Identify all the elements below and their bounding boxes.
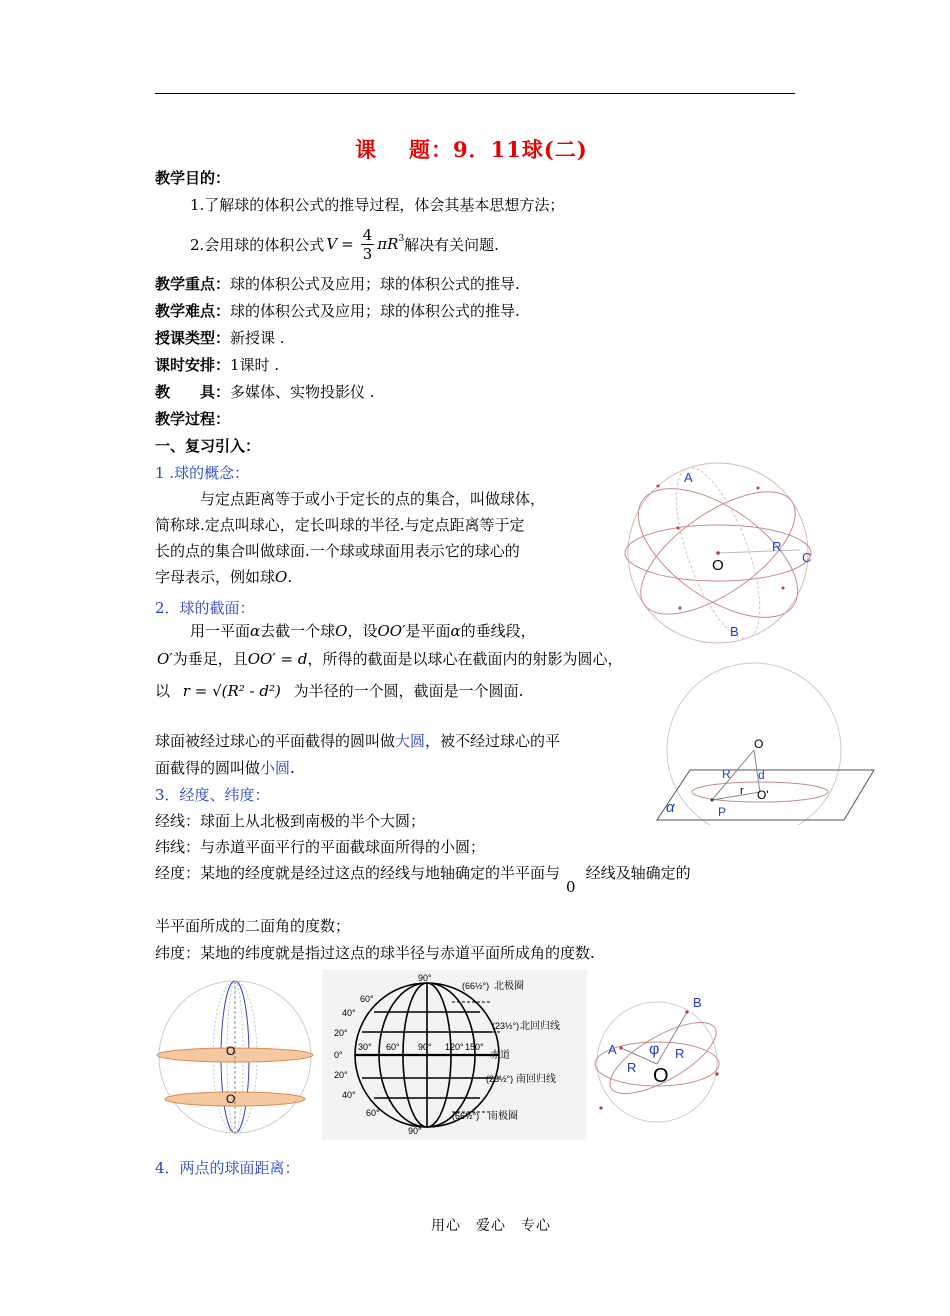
objectives-heading: 教学目的： bbox=[155, 169, 231, 187]
objective-1: 1.了解球的体积公式的推导过程，体会其基本思想方法； bbox=[190, 196, 565, 214]
parallel-def: 纬线：与赤道平面平行的平面截球面所得的小圆； bbox=[155, 838, 486, 856]
concept-line-3: 长的点的集合叫做球面.一个球或球面用表示它的球心的 bbox=[155, 542, 520, 560]
svg-text:90°: 90° bbox=[418, 1042, 432, 1052]
svg-text:(66½°): (66½°) bbox=[462, 981, 490, 991]
label-a: A bbox=[684, 470, 693, 485]
svg-text:(66½°): (66½°) bbox=[452, 1111, 480, 1121]
page-footer: 用心 爱心 专心 bbox=[431, 1218, 551, 1234]
difficulties: 教学难点：球的体积公式及应用；球的体积公式的推导. bbox=[155, 302, 520, 320]
svg-text:60°: 60° bbox=[386, 1042, 400, 1052]
label-r-big: R bbox=[722, 767, 731, 781]
label-alpha: α bbox=[666, 799, 675, 816]
label-o-prime: O' bbox=[757, 788, 769, 802]
label-o-upper: O bbox=[226, 1044, 236, 1058]
label-b: B bbox=[730, 624, 739, 639]
svg-text:90°: 90° bbox=[408, 1126, 422, 1136]
header-rule bbox=[155, 93, 795, 94]
label-o-lower: O bbox=[226, 1092, 236, 1106]
objective-2: 2.会用球的体积公式 V = $\frac{4}{3}$ πR $^3$ 解决有关问题. bbox=[190, 225, 499, 263]
svg-text:北回归线: 北回归线 bbox=[520, 1021, 560, 1032]
meridian-def: 经线：球面上从北极到南极的半个大圆； bbox=[155, 812, 426, 830]
label-p: P bbox=[718, 805, 727, 819]
small-circle-line: 面截得的圆叫做小圆. bbox=[155, 759, 295, 777]
formula-fraction: $\frac{4}{3}$ bbox=[362, 225, 373, 263]
label-b: B bbox=[693, 995, 702, 1010]
process-heading: 教学过程： bbox=[155, 410, 231, 428]
svg-text:40°: 40° bbox=[342, 1008, 356, 1018]
globe-figure bbox=[322, 970, 587, 1140]
svg-text:150°: 150° bbox=[465, 1042, 484, 1052]
concept-line-4: 字母表示，例如球O. bbox=[155, 568, 293, 586]
svg-text:北极圈: 北极圈 bbox=[494, 981, 524, 992]
svg-text:南回归线: 南回归线 bbox=[516, 1074, 556, 1085]
svg-text:南极圈: 南极圈 bbox=[488, 1111, 518, 1122]
concept-heading: 1 .球的概念： bbox=[155, 464, 250, 482]
label-o: O bbox=[653, 1065, 669, 1087]
label-r-1: R bbox=[675, 1046, 685, 1061]
label-o: O bbox=[754, 737, 764, 751]
lat-long-heading: 3．经度、纬度： bbox=[155, 786, 270, 804]
great-circle-line: 球面被经过球心的平面截得的圆叫做大圆，被不经过球心的平 bbox=[155, 732, 561, 750]
section-cut-heading: 2．球的截面： bbox=[155, 599, 255, 617]
schedule: 课时安排：1课时 . bbox=[155, 356, 280, 374]
sphere-figure-1 bbox=[618, 458, 818, 648]
svg-text:0°: 0° bbox=[334, 1050, 343, 1060]
lesson-type: 授课类型：新授课 . bbox=[155, 329, 285, 347]
section1-heading: 一、复习引入： bbox=[155, 437, 261, 455]
section-cut-line-3: 以 r = √(R² - d²) 为半径的一个圆，截面是一个圆面. bbox=[155, 682, 524, 700]
svg-text:90°: 90° bbox=[418, 973, 432, 983]
label-a: A bbox=[608, 1042, 617, 1057]
svg-text:(23½°): (23½°) bbox=[486, 1074, 514, 1084]
section-cut-line-2: O′为垂足，且OO′ = d，所得的截面是以球心在截面内的射影为圆心， bbox=[157, 650, 623, 668]
svg-text:(23½°): (23½°) bbox=[492, 1021, 520, 1031]
svg-text:120°: 120° bbox=[445, 1042, 464, 1052]
concept-line-1: 与定点距离等于或小于定长的点的集合，叫做球体， bbox=[200, 490, 546, 508]
label-r: R bbox=[772, 539, 782, 554]
latitude-def: 纬度：某地的纬度就是指过这点的球半径与赤道平面所成角的度数. bbox=[155, 944, 595, 962]
tools: 教 具：多媒体、实物投影仪 . bbox=[155, 383, 375, 401]
svg-text:60°: 60° bbox=[366, 1108, 380, 1118]
label-c: C bbox=[802, 550, 812, 565]
page-title: 课 题：9．11球(二) bbox=[355, 137, 588, 162]
longitude-def-cont: 半平面所成的二面角的度数； bbox=[155, 917, 351, 935]
section-cut-line-1: 用一平面α去截一个球O，设OO′是平面α的垂线段， bbox=[190, 622, 536, 640]
svg-text:20°: 20° bbox=[334, 1070, 348, 1080]
label-phi: φ bbox=[649, 1041, 660, 1058]
svg-text:赤道: 赤道 bbox=[490, 1050, 510, 1061]
label-o: O bbox=[712, 557, 724, 574]
sphere-figure-3 bbox=[155, 975, 320, 1140]
svg-text:30°: 30° bbox=[358, 1042, 372, 1052]
section4-heading: 4．两点的球面距离： bbox=[155, 1159, 300, 1177]
svg-text:60°: 60° bbox=[360, 994, 374, 1004]
longitude-def: 经度：某地的经度就是经过这点的经线与地轴确定的半平面与0经线及轴确定的 bbox=[155, 864, 691, 896]
concept-line-2: 简称球.定点叫球心，定长叫球的半径.与定点距离等于定 bbox=[155, 516, 525, 534]
label-r-small: r bbox=[740, 785, 744, 797]
label-r-2: R bbox=[627, 1060, 637, 1075]
key-points: 教学重点：球的体积公式及应用；球的体积公式的推导. bbox=[155, 275, 520, 293]
svg-text:40°: 40° bbox=[342, 1090, 356, 1100]
svg-text:20°: 20° bbox=[334, 1028, 348, 1038]
sphere-figure-2 bbox=[652, 660, 877, 825]
sphere-figure-4 bbox=[585, 990, 730, 1125]
label-d: d bbox=[758, 768, 765, 782]
